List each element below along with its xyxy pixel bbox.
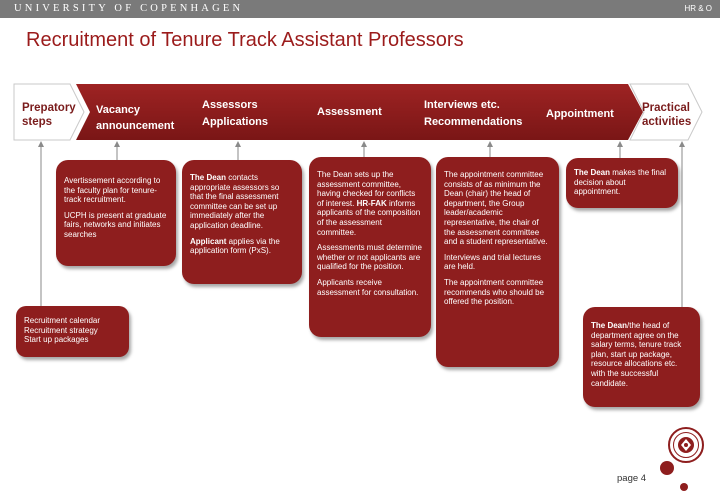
- stage-vacancy-line1: Vacancy: [96, 104, 141, 116]
- stage-appointment-line1: Appointment: [546, 108, 614, 120]
- assessment-box-p1-rest: informs applicants of the composition of the assessment committee.: [317, 198, 421, 237]
- decorative-dots: [650, 455, 710, 498]
- appointment-box-p1: [574, 168, 670, 197]
- vacancy-box: [56, 160, 176, 266]
- assessors-box-p1: [190, 173, 294, 231]
- assessment-box-p1: [317, 170, 423, 237]
- assessors-box-p2-bold: Applicant: [190, 236, 227, 246]
- assessment-box-p1-bold: HR-FAK: [356, 198, 387, 208]
- assessment-box: [309, 157, 431, 337]
- department-label: HR & O: [684, 4, 712, 13]
- arrowhead-icon: [617, 141, 623, 147]
- assessors-box-p1-bold: The Dean: [190, 173, 227, 182]
- stage-practical-line1: Practical: [642, 102, 690, 114]
- interviews-box-p1: The appointment committee consists of as minimum the Dean (chair) the head of department, the Group leader/academic representative, the chair of the assessment committee and a student representative.: [444, 170, 548, 247]
- assessment-box-p2: Assessments must determine whether or not applicants are qualified for the position.: [317, 243, 422, 272]
- arrowhead-icon: [679, 141, 685, 147]
- stage-assessment-line1: Assessment: [317, 106, 382, 118]
- stage-vacancy-line2: announcement: [96, 120, 175, 132]
- page-number: page 4: [617, 473, 647, 484]
- university-name: UNIVERSITY OF COPENHAGEN: [14, 3, 244, 14]
- stage-assessors-line1: Assessors: [202, 99, 258, 111]
- stage-prepatory-line1: Prepatory: [22, 102, 76, 114]
- assessors-box-p2-text: applies via the application form (PxS).: [190, 236, 280, 256]
- assessors-box-p1-text: contacts appropriate assessors so that the final assessment committee can be set up immediately after the application deadline.: [190, 173, 280, 230]
- interviews-box-p3: The appointment committee recommends who should be offered the position.: [444, 277, 545, 307]
- slide-title: Recruitment of Tenure Track Assistant Professors: [26, 29, 464, 51]
- prepatory-box-line1: Recruitment calendar: [24, 316, 101, 325]
- appointment-box-p1-text: makes the final decision about appointment.: [574, 168, 667, 197]
- arrowhead-icon: [487, 141, 493, 147]
- practical-box: [583, 307, 700, 407]
- arrowhead-icon: [361, 141, 367, 147]
- stage-practical-line2: activities: [642, 116, 692, 128]
- assessors-box: [182, 160, 302, 284]
- stage-interviews-line2: Recommendations: [424, 116, 523, 128]
- interviews-box-p2: Interviews and trial lectures are held.: [444, 252, 541, 272]
- prepatory-box-line2: Recruitment strategy: [24, 325, 98, 335]
- vacancy-box-p1: Avertissement according to the faculty plan for tenure-track recruitment.: [64, 176, 161, 205]
- practical-box-p1-bold: The Dean: [591, 321, 628, 330]
- practical-box-p1: [591, 321, 692, 388]
- practical-box-p1-text: /the head of department agree on the salary terms, tenure track plan, start up package, resource allocations etc. with the successful candidate.: [591, 321, 682, 388]
- arrowhead-icon: [235, 141, 241, 147]
- appointment-box-p1-bold: The Dean: [574, 168, 611, 177]
- prepatory-box-line3: Start up packages: [24, 335, 89, 345]
- interviews-box: [436, 157, 559, 367]
- vacancy-box-p2: UCPH is present at graduate fairs, networks and initiates searches: [64, 210, 167, 239]
- assessment-box-p3: Applicants receive assessment for consultation.: [317, 277, 419, 297]
- stage-prepatory-line2: steps: [22, 116, 53, 128]
- stage-assessors-line2: Applications: [202, 116, 269, 128]
- prepatory-box: [16, 306, 129, 357]
- assessors-box-p2: [190, 237, 294, 256]
- arrowhead-icon: [114, 141, 120, 147]
- stage-interviews-line1: Interviews etc.: [424, 99, 500, 111]
- assessment-box-p1-start: The Dean sets up the assessment committee, having checked for conflicts of interest.: [317, 170, 416, 208]
- appointment-box: [566, 158, 678, 208]
- arrowhead-icon: [38, 141, 44, 147]
